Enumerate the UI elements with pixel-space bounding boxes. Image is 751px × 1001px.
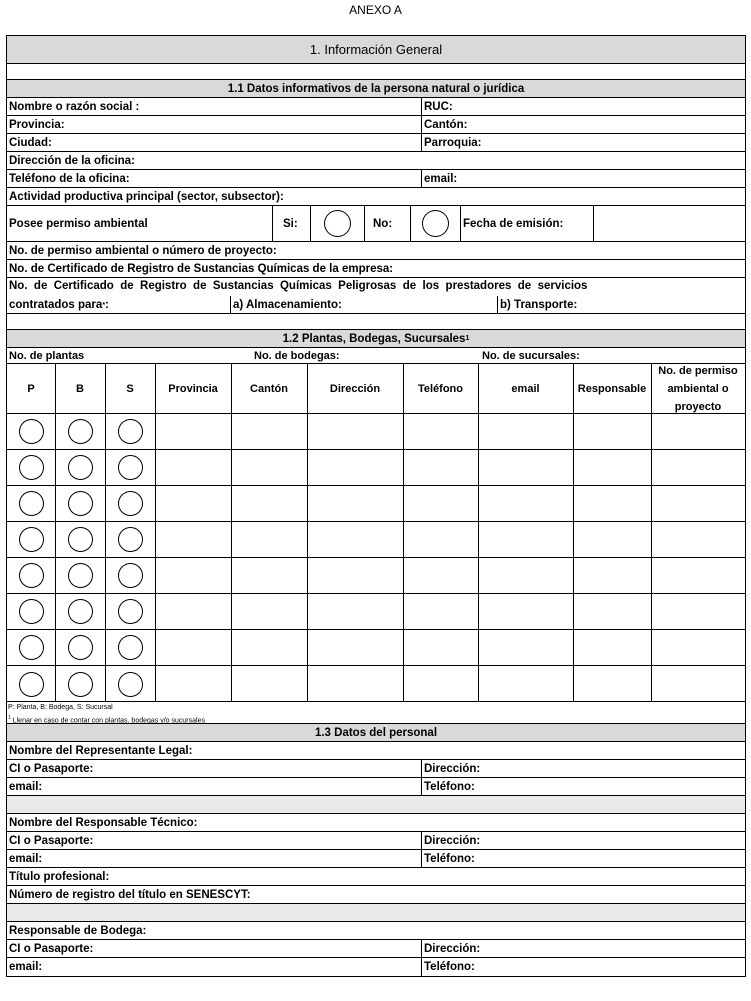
plantas-table (7, 364, 745, 702)
separator-row (7, 796, 745, 814)
table-row (7, 558, 745, 594)
bodega-radio[interactable] (68, 455, 93, 480)
planta-radio[interactable] (19, 455, 44, 480)
transporte-label: b) Transporte: (497, 296, 745, 314)
rep-direccion-label: Dirección: (421, 760, 745, 777)
bod-direccion-label: Dirección: (421, 940, 745, 957)
planta-radio[interactable] (19, 672, 44, 697)
col-divider (573, 364, 574, 701)
no-label: No: (364, 206, 410, 241)
planta-radio[interactable] (19, 563, 44, 588)
canton-label: Cantón: (421, 116, 745, 133)
row-rep-ci (7, 760, 745, 778)
bodega-radio[interactable] (68, 527, 93, 552)
radio-cell (105, 630, 155, 665)
contratados-para-label: contratados para (9, 299, 103, 311)
bodega-radio[interactable] (68, 419, 93, 444)
tec-telefono-label: Teléfono: (421, 850, 745, 867)
fecha-emision-label: Fecha de emisión: (460, 206, 593, 241)
row-num-certificado (7, 260, 745, 278)
provincia-label: Provincia: (9, 118, 65, 131)
cert-peligrosas-line1: No. de Certificado de Registro de Sustancias Químicas Peligrosas de los prestadores de servicios (9, 280, 588, 292)
row-rep-email (7, 778, 745, 796)
spacer-row-2 (7, 314, 745, 330)
header-direccion: Dirección (329, 382, 381, 395)
resp-tecnico-label: Nombre del Responsable Técnico: (9, 816, 198, 829)
row-senescyt (7, 886, 745, 904)
col-divider (307, 364, 308, 701)
header-responsable: Responsable (577, 382, 647, 395)
sucursales-label: No. de sucursales: (482, 349, 580, 362)
sucursal-radio[interactable] (118, 599, 143, 624)
radio-cell (7, 414, 55, 449)
bodega-radio[interactable] (68, 599, 93, 624)
spacer-row (7, 64, 745, 80)
header-provincia: Provincia (168, 382, 218, 395)
sucursal-radio[interactable] (118, 563, 143, 588)
num-certificado-label: No. de Certificado de Registro de Sustancias Químicas de la empresa: (9, 262, 394, 275)
actividad-label: Actividad productiva principal (sector, subsector): (9, 190, 284, 203)
section-1-1-title: 1.1 Datos informativos de la persona natural o jurídica (7, 80, 745, 98)
col-divider (231, 364, 232, 701)
row-ciudad (7, 134, 745, 152)
table-row (7, 414, 745, 450)
sucursal-radio[interactable] (118, 635, 143, 660)
plantas-table-body (7, 414, 745, 701)
posee-permiso-label: Posee permiso ambiental (9, 217, 148, 230)
tec-email-label: email: (9, 852, 43, 865)
radio-cell (7, 522, 55, 557)
section-1-2-sup: 1 (465, 335, 470, 342)
col-divider (155, 364, 156, 701)
row-cert-peligrosas (7, 278, 745, 314)
col-divider (478, 364, 479, 701)
bodega-radio[interactable] (68, 672, 93, 697)
radio-cell (55, 414, 105, 449)
table-row (7, 522, 745, 558)
radio-cell (105, 414, 155, 449)
header-permiso: No. de permiso ambiental o proyecto (658, 364, 738, 413)
header-email: email (511, 382, 540, 395)
rep-legal-label: Nombre del Representante Legal: (9, 744, 193, 757)
table-notes (7, 702, 745, 724)
email-label: email: (421, 170, 745, 187)
radio-cell (105, 594, 155, 629)
contratados-para-wrap: contratados para * : (9, 299, 109, 311)
note-1: P: Planta, B: Bodega, S: Sucursal (8, 704, 113, 711)
note-2: Llenar en caso de contar con plantas, bodegas y/o sucursales (12, 717, 205, 725)
radio-cell (7, 594, 55, 629)
section-1-3-title: 1.3 Datos del personal (7, 724, 745, 742)
section-1-2-title-text: 1.2 Plantas, Bodegas, Sucursales (282, 332, 466, 345)
row-tec-email (7, 850, 745, 868)
row-counts (7, 348, 745, 364)
form (6, 35, 746, 977)
sucursal-radio[interactable] (118, 455, 143, 480)
row-actividad (7, 188, 745, 206)
radio-cell (55, 666, 105, 702)
fecha-emision-value[interactable] (593, 206, 745, 241)
bod-telefono-label: Teléfono: (421, 958, 745, 976)
table-row (7, 450, 745, 486)
bod-ci-label: CI o Pasaporte: (9, 942, 94, 955)
rep-ci-label: CI o Pasaporte: (9, 762, 94, 775)
radio-cell (55, 558, 105, 593)
radio-cell (105, 522, 155, 557)
sucursal-radio[interactable] (118, 491, 143, 516)
sucursal-radio[interactable] (118, 419, 143, 444)
row-direccion-oficina (7, 152, 745, 170)
note-2-sup: 1 (8, 715, 11, 721)
header-b: B (76, 382, 84, 395)
resp-bodega-label: Responsable de Bodega: (9, 924, 147, 937)
parroquia-label: Parroquia: (421, 134, 745, 151)
radio-cell (105, 486, 155, 521)
planta-radio[interactable] (19, 635, 44, 660)
header-p: P (27, 382, 35, 395)
direccion-oficina-label: Dirección de la oficina: (9, 154, 135, 167)
annex-title: ANEXO A (349, 3, 402, 17)
radio-cell (7, 630, 55, 665)
titulo-label: Título profesional: (9, 870, 110, 883)
cert-peligrosas-line2 (7, 296, 745, 314)
sucursal-radio[interactable] (118, 672, 143, 697)
row-rep-legal (7, 742, 745, 760)
no-radio[interactable] (422, 210, 449, 237)
header-canton: Cantón (250, 382, 288, 395)
radio-cell (105, 558, 155, 593)
rep-email-label: email: (9, 780, 43, 793)
almacenamiento-label: a) Almacenamiento: (230, 296, 497, 314)
planta-radio[interactable] (19, 599, 44, 624)
rep-telefono-label: Teléfono: (421, 778, 745, 795)
bod-email-label: email: (9, 961, 43, 973)
radio-cell (55, 486, 105, 521)
radio-cell (55, 450, 105, 485)
ciudad-label: Ciudad: (9, 136, 52, 149)
radio-cell (55, 594, 105, 629)
table-row (7, 666, 745, 702)
table-row (7, 594, 745, 630)
radio-cell (105, 666, 155, 702)
plantas-table-header (7, 364, 745, 414)
table-row (7, 630, 745, 666)
tec-direccion-label: Dirección: (421, 832, 745, 849)
row-titulo (7, 868, 745, 886)
separator-row-2 (7, 904, 745, 922)
tec-ci-label: CI o Pasaporte: (9, 834, 94, 847)
num-permiso-label: No. de permiso ambiental o número de proyecto: (9, 244, 277, 257)
radio-cell (55, 630, 105, 665)
section-1-2-title (7, 330, 745, 348)
bodega-radio[interactable] (68, 635, 93, 660)
row-resp-bodega (7, 922, 745, 940)
planta-radio[interactable] (19, 527, 44, 552)
radio-cell (7, 450, 55, 485)
planta-radio[interactable] (19, 491, 44, 516)
section-1-title: 1. Información General (7, 36, 745, 64)
si-label: Si: (272, 206, 310, 241)
bodegas-label: No. de bodegas: (254, 349, 340, 362)
row-resp-tecnico (7, 814, 745, 832)
row-permiso-ambiental (7, 206, 745, 242)
senescyt-label: Número de registro del título en SENESCYT: (9, 888, 251, 901)
row-tec-ci (7, 832, 745, 850)
col-divider (55, 364, 56, 701)
radio-cell (7, 558, 55, 593)
planta-radio[interactable] (19, 419, 44, 444)
bodega-radio[interactable] (68, 563, 93, 588)
header-telefono: Teléfono (417, 382, 463, 395)
no-radio-cell (410, 206, 460, 241)
bodega-radio[interactable] (68, 491, 93, 516)
plantas-label: No. de plantas (9, 349, 85, 362)
ruc-label: RUC: (421, 98, 745, 115)
row-provincia (7, 116, 745, 134)
si-radio-cell (310, 206, 364, 241)
telefono-oficina-label: Teléfono de la oficina: (9, 172, 130, 185)
radio-cell (55, 522, 105, 557)
row-bod-email (7, 958, 745, 976)
row-bod-ci (7, 940, 745, 958)
header-s: S (126, 382, 134, 395)
row-nombre (7, 98, 745, 116)
si-radio[interactable] (324, 210, 351, 237)
row-telefono-oficina (7, 170, 745, 188)
radio-cell (7, 486, 55, 521)
col-divider (403, 364, 404, 701)
table-row (7, 486, 745, 522)
nombre-label: Nombre o razón social : (9, 100, 140, 113)
radio-cell (105, 450, 155, 485)
radio-cell (7, 666, 55, 702)
col-divider (651, 364, 652, 701)
row-num-permiso (7, 242, 745, 260)
sucursal-radio[interactable] (118, 527, 143, 552)
col-divider (105, 364, 106, 701)
